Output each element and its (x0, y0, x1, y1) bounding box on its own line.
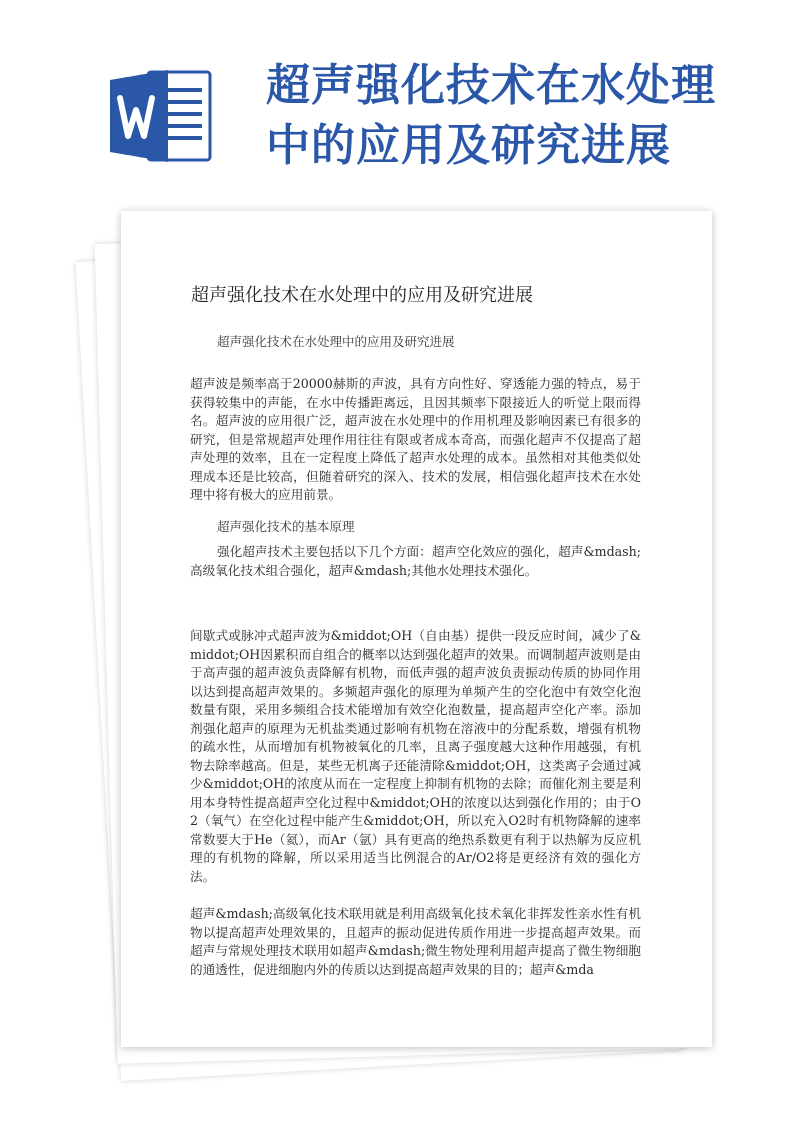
document-title: 超声强化技术在水处理中的应用及研究进展 (191, 285, 533, 306)
word-document-icon (108, 66, 214, 166)
banner-title (266, 56, 766, 176)
banner-title-line-2: 中的应用及研究进展 (266, 120, 671, 171)
paragraph-aspects: 强化超声技术主要包括以下几个方面：超声空化效应的强化，超声&mdash;高级氧化技术组合强化，超声&mdash;其他水处理技术强化。 (190, 544, 641, 578)
section-heading: 超声强化技术的基本原理 (217, 519, 355, 534)
document-subtitle: 超声强化技术在水处理中的应用及研究进展 (217, 334, 455, 349)
paragraph-combined: 超声&mdash;高级氧化技术联用就是利用高级氧化技术氧化非挥发性亲水性有机物以提高超声处理效果的，且超声的振动促进传质作用进一步提高超声效果。而超声与常规处理技术联用如超声&mdash;微生物处理利用超声提高了微生物细胞的通透性，促进细胞内外的传质以达到提高超声效果的目的；超声&mda (190, 906, 641, 977)
document-page (121, 211, 712, 1047)
banner-title-line-1: 超声强化技术在水处理 (266, 60, 716, 111)
banner (0, 0, 800, 200)
paragraph-intro: 超声波是频率高于20000赫斯的声波，具有方向性好、穿透能力强的特点，易于获得较集中的声能，在水中传播距离远，且因其频率下限接近人的听觉上限而得名。超声波的应用很广泛，超声波在水处理中的作用机理及影响因素已有很多的研究，但是常规超声处理作用往往有限或者成本奇高，而强化超声不仅提高了超声处理的效率，且在一定程度上降低了超声水处理的成本。虽然相对其他类似处理成本还是比较高，但随着研究的深入、技术的发展，相信强化超声技术在水处理中将有极大的应用前景。 (190, 376, 641, 502)
paragraph-mechanism: 间歇式或脉冲式超声波为&middot;OH（自由基）提供一段反应时间，减少了&middot;OH因累积而自组合的概率以达到强化超声的效果。而调制超声波则是由于高声强的超声波负责降解有机物，而低声强的超声波负责振动传质的协同作用以达到提高超声效果的。多频超声强化的原理为单频产生的空化泡中有效空化泡数量有限，采用多频组合技术能增加有效空化泡数量，提高超声空化产率。添加剂强化超声的原理为无机盐类通过影响有机物在溶液中的分配系数，增强有机物的疏水性，从而增加有机物被氧化的几率，且离子强度越大这种作用越强，有机物去除率越高。但是，某些无机离子还能清除&middot;OH，这类离子会通过减少&middot;OH的浓度从而在一定程度上抑制有机物的去除；而催化剂主要是利用本身特性提高超声空化过程中&middot;OH的浓度以达到强化作用的；由于O2（氧气）在空化过程中能产生&middot;OH，所以充入O2时有机物降解的速率常数要大于He（氦），而Ar（氩）具有更高的绝热系数更有利于以热解为反应机理的有机物的降解，所以采用适当比例混合的Ar/O2将是更经济有效的强化方法。 (190, 628, 641, 884)
